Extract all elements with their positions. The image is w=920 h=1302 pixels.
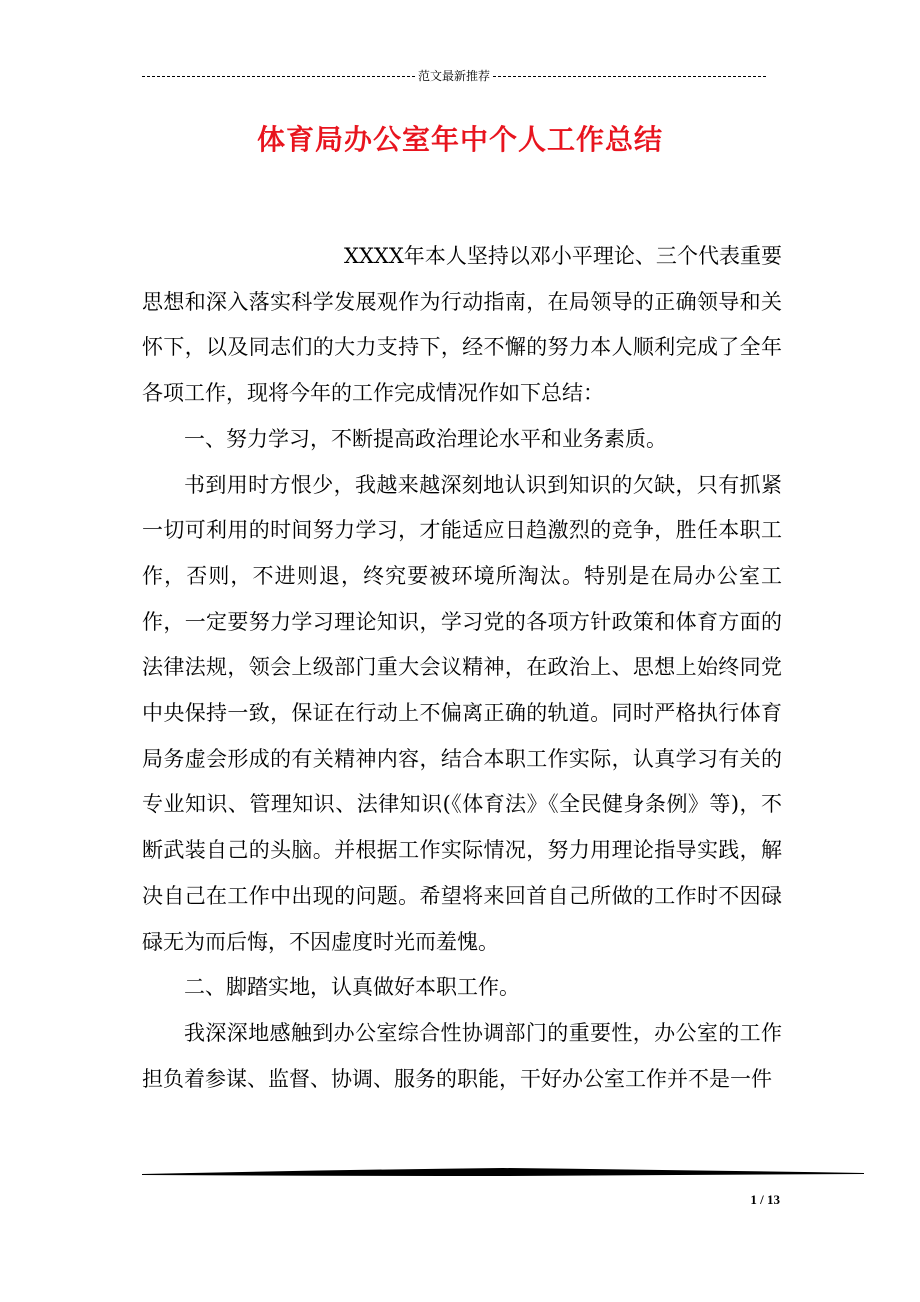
header-dash-left bbox=[142, 76, 415, 77]
section-heading-2: 二、脚踏实地，认真做好本职工作。 bbox=[184, 975, 520, 1000]
header-label: 范文最新推荐 bbox=[418, 69, 491, 83]
document-body bbox=[142, 234, 782, 1102]
header-dash-right bbox=[493, 76, 766, 77]
paragraph-study: 书到用时方恨少，我越来越深刻地认识到知识的欠缺，只有抓紧一切可利用的时间努力学习，才能适应日趋激烈的竞争，胜任本职工作，否则，不进则退，终究要被环境所淘汰。特别是在局办公室工作，一定要努力学习理论知识，学习党的各项方针政策和体育方面的法律法规，领会上级部门重大会议精神，在政治上、思想上始终同党中央保持一致，保证在行动上不偏离正确的轨道。同时严格执行体育局务虚会形成的有关精神内容，结合本职工作实际，认真学习有关的专业知识、管理知识、法律知识(《体育法》《全民健身条例》等)，不断武装自己的头脑。并根据工作实际情况，努力用理论指导实践，解决自己在工作中出现的问题。希望将来回首自己所做的工作时不因碌碌无为而后悔，不因虚度时光而羞愧。 bbox=[142, 472, 782, 954]
footer-divider bbox=[142, 1164, 864, 1182]
paragraph-office: 我深深地感触到办公室综合性协调部门的重要性，办公室的工作担负着参谋、监督、协调、服务的职能，干好办公室工作并不是一件 bbox=[142, 1020, 782, 1091]
document-title: 体育局办公室年中个人工作总结 bbox=[256, 123, 663, 156]
paragraph-intro: XXXX年本人坚持以邓小平理论、三个代表重要思想和深入落实科学发展观作为行动指南，在局领导的正确领导和关怀下，以及同志们的大力支持下，经不懈的努力本人顺利完成了全年各项工作，现将今年的工作完成情况作如下总结： bbox=[142, 244, 782, 406]
page-number: 1 / 13 bbox=[750, 1192, 780, 1207]
section-heading-1: 一、努力学习，不断提高政治理论水平和业务素质。 bbox=[184, 426, 667, 451]
header-rule bbox=[142, 66, 766, 86]
